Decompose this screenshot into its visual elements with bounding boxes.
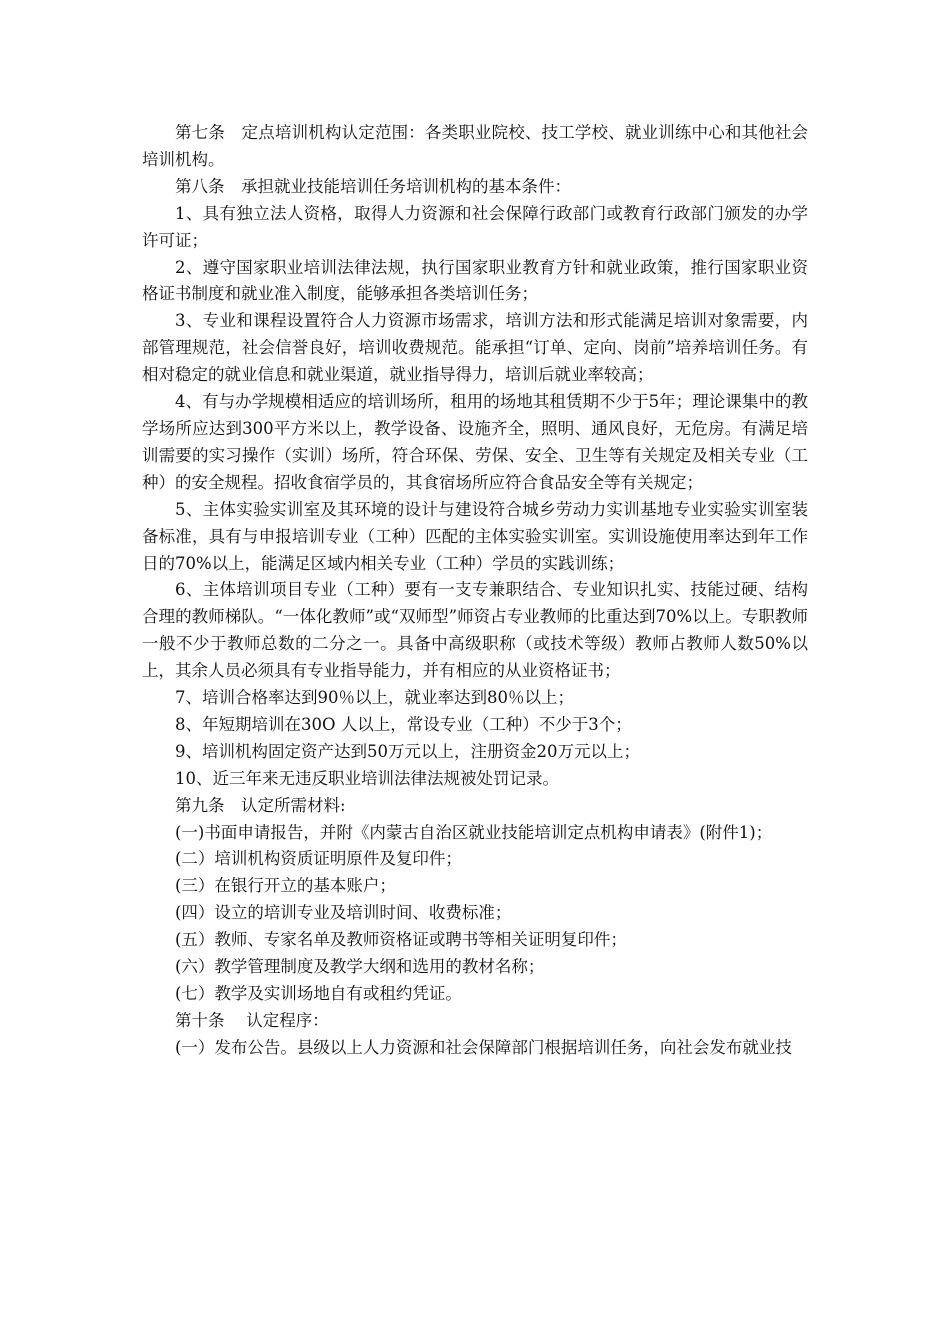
article-8-item-5: 5、主体实验实训室及其环境的设计与建设符合城乡劳动力实训基地专业实验实训室装备标准，具有与申报培训专业（工种）匹配的主体实验实训室。实训设施使用率达到年工作日的70%以上，能满足区域内相关专业（工种）学员的实践训练； <box>142 499 808 573</box>
article-9-item-2: (二）培训机构资质证明原件及复印件； <box>175 849 462 869</box>
article-7-paragraph: 第七条 定点培训机构认定范围：各类职业院校、技工学校、就业训练中心和其他社会培训机构。 <box>142 123 808 169</box>
article-8-item-1: 1、具有独立法人资格，取得人力资源和社会保障行政部门或教育行政部门颁发的办学许可证； <box>142 203 808 250</box>
article-9-item-4: (四）设立的培训专业及培训时间、收费标准； <box>175 903 512 923</box>
article-9-item-3: (三）在银行开立的基本账户； <box>175 876 396 896</box>
article-8-item-9: 9、培训机构固定资产达到50万元以上，注册资金20万元以上； <box>175 741 640 761</box>
article-9-heading: 第九条 认定所需材料: <box>175 795 346 815</box>
article-10-item-1: (一）发布公告。县级以上人力资源和社会保障部门根据培训任务，向社会发布就业技 <box>175 1037 792 1057</box>
article-8-item-10: 10、近三年来无违反职业培训法律法规被处罚记录。 <box>175 768 559 788</box>
article-9-item-6: (六）教学管理制度及教学大纲和选用的教材名称； <box>175 957 545 977</box>
article-9-item-7: (七）教学及实训场地自有或租约凭证。 <box>175 984 462 1003</box>
article-8-item-8: 8、年短期培训在30O 人以上，常设专业（工种）不少于3个； <box>175 714 632 734</box>
article-8-item-4: 4、有与办学规模相适应的培训场所，租用的场地其租赁期不少于5年；理论课集中的教学场所应达到300平方米以上，教学设备、设施齐全，照明、通风良好，无危房。有满足培训需要的实习操作（实训）场所，符合环保、劳保、安全、卫生等有关规定及相关专业（工种）的安全规程。招收食宿学员的，其食宿场所应符合食品安全等有关规定； <box>142 392 808 492</box>
article-10-heading: 第十条 认定程序： <box>175 1010 329 1030</box>
article-8-item-6: 6、主体培训项目专业（工种）要有一支专兼职结合、专业知识扎实、技能过硬、结构合理的教师梯队。“一体化教师”或“双师型”师资占专业教师的比重达到70%以上。专职教师一般不少于教师总数的二分之一。具备中高级职称（或技术等级）教师占教师人数50%以上，其余人员必须具有专业指导能力，并有相应的从业资格证书； <box>142 580 808 681</box>
article-8-item-7: 7、培训合格率达到90％以上，就业率达到80％以上； <box>175 688 574 708</box>
article-8-item-2: 2、遵守国家职业培训法律法规，执行国家职业教育方针和就业政策，推行国家职业资格证书制度和就业准入制度，能够承担各类培训任务； <box>142 257 808 304</box>
article-9-item-1: (一)书面申请报告，并附《内蒙古自治区就业技能培训定点机构申请表》(附件1)； <box>175 822 773 842</box>
article-8-item-3: 3、专业和课程设置符合人力资源市场需求，培训方法和形式能满足培训对象需要，内部管理规范，社会信誉良好，培训收费规范。能承担“订单、定向、岗前”培养培训任务。有相对稳定的就业信息和就业渠道，就业指导得力，培训后就业率较高； <box>142 311 808 385</box>
article-9-item-5: (五）教师、专家名单及教师资格证或聘书等相关证明复印件； <box>175 930 627 950</box>
document-page <box>142 120 808 1062</box>
article-8-heading: 第八条 承担就业技能培训任务培训机构的基本条件： <box>175 176 571 196</box>
